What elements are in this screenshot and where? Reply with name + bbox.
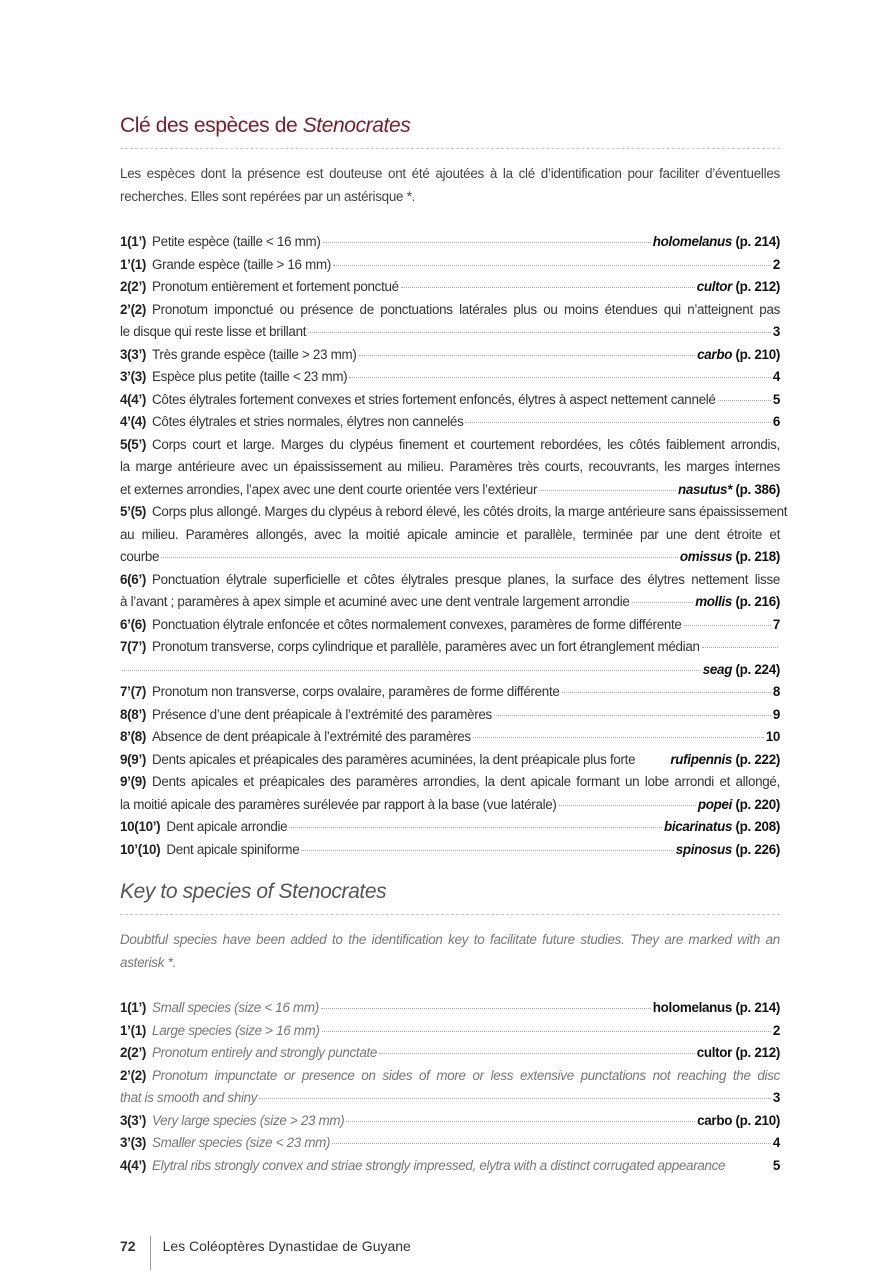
entry-line	[120, 1110, 780, 1133]
page-reference: 4	[772, 1135, 780, 1150]
entry-line	[120, 344, 780, 367]
couplet-number: 1’(1)	[120, 256, 147, 272]
key-entry	[120, 1110, 780, 1133]
intro-paragraph: Doubtful species have been added to the identification key to facilitate future studies. They are marked with an asterisk *.	[120, 932, 780, 970]
entry-line	[120, 1065, 780, 1088]
entry-result	[695, 591, 780, 614]
couplet-number: 6’(6)	[120, 616, 147, 632]
entry-description: Ponctuation élytrale superficielle et côtes élytrales presque planes, la surface des élytres nettement lisse	[152, 571, 780, 587]
entry-description: au milieu. Paramères allongés, avec la moitié apicale amincie et parallèle, terminée par une dent étroite et	[120, 526, 780, 542]
entry-result	[664, 816, 780, 839]
couplet-number: 8(8’)	[120, 706, 147, 722]
entry-description: Côtes élytrales fortement convexes et stries fortement enfoncés, élytres à aspect nettement cannelé	[152, 391, 716, 407]
key-entry	[120, 254, 780, 277]
entry-result	[697, 1042, 780, 1065]
dot-leader	[259, 1098, 771, 1099]
dot-leader	[562, 692, 771, 693]
page-reference: 6	[772, 414, 780, 429]
page-reference: 5	[772, 1157, 780, 1173]
entry-description: Dents apicales et préapicales des paramères arrondies, la dent apicale formant un lobe arrondi et allongé,	[152, 774, 780, 789]
couplet-number: 3’(3)	[120, 369, 147, 384]
species-name: popei	[697, 796, 733, 812]
couplet-number: 2’(2)	[120, 301, 147, 317]
entry-line	[120, 816, 780, 839]
entry-result	[773, 681, 780, 704]
entry-result	[773, 1132, 780, 1155]
key-entry	[120, 997, 780, 1020]
dot-leader	[359, 355, 696, 356]
entry-line	[120, 231, 780, 254]
entry-line	[120, 254, 780, 277]
entry-description: Very large species (size > 23 mm)	[152, 1112, 345, 1128]
page-reference: (p. 212)	[732, 1045, 780, 1060]
dot-leader	[346, 1121, 695, 1122]
page-number: 72	[120, 1238, 136, 1254]
entry-description: Grande espèce (taille > 16 mm)	[152, 256, 331, 272]
key-entry	[120, 434, 780, 502]
entry-line	[120, 771, 780, 794]
entry-description: et externes arrondies, l’apex avec une dent courte orientée vers l’extérieur	[120, 481, 538, 497]
entry-result	[773, 614, 780, 637]
couplet-number: 9(9’)	[120, 751, 147, 767]
entry-description: Petite espèce (taille < 16 mm)	[152, 234, 321, 249]
couplet-number: 10’(10)	[120, 841, 161, 857]
entry-result	[698, 794, 780, 817]
couplet-number: 3(3’)	[120, 1112, 147, 1128]
key-entry	[120, 636, 780, 681]
dot-leader	[718, 400, 771, 401]
key-entry	[120, 231, 780, 254]
dot-leader	[465, 422, 770, 423]
couplet-number: 2(2’)	[120, 279, 147, 294]
dot-leader	[308, 332, 771, 333]
dot-leader	[322, 1031, 771, 1032]
key-entry	[120, 681, 780, 704]
dot-leader	[333, 265, 771, 266]
entry-description: Dent apicale spiniforme	[166, 841, 300, 857]
intro-paragraph: Les espèces dont la présence est douteuse ont été ajoutées à la clé d’identification pour faciliter d’éventuelles recherches. Elles sont repérées par un astérisque *.	[120, 166, 780, 204]
entry-line	[120, 681, 780, 704]
page-reference: (p. 218)	[732, 549, 780, 564]
species-name: cultor	[696, 1045, 733, 1060]
page-reference: (p. 386)	[732, 481, 780, 497]
entry-result	[653, 997, 780, 1020]
species-name: nasutus*	[677, 481, 733, 497]
couplet-number: 1’(1)	[120, 1022, 147, 1038]
species-name: holomelanus	[652, 1000, 733, 1015]
couplet-number: 8’(8)	[120, 729, 147, 744]
page-reference: 7	[772, 616, 780, 632]
dot-leader	[559, 805, 696, 806]
entry-line	[120, 1042, 780, 1065]
entry-line	[120, 704, 780, 727]
entry-description: Pronotum entirely and strongly punctate	[152, 1045, 378, 1060]
genus-name: Stenocrates	[302, 114, 411, 137]
page-reference: 4	[772, 369, 780, 384]
entry-description: Espèce plus petite (taille < 23 mm)	[152, 369, 348, 384]
entry-line	[120, 1155, 780, 1178]
entry-description: Absence de dent préapicale à l’extrémité des paramères	[152, 729, 471, 744]
entry-line	[120, 749, 780, 772]
entry-line	[120, 546, 780, 569]
entry-description: Pronotum impunctate or presence on sides of more or less extensive punctations not reaching the disc	[152, 1067, 780, 1083]
entry-line	[120, 839, 780, 862]
entry-description: Corps plus allongé. Marges du clypéus à rebord élevé, les côtés droits, la marge antérieure sans épaississement	[152, 504, 788, 519]
entry-result	[678, 479, 780, 502]
english-key-section	[120, 878, 780, 1177]
entry-description: le disque qui reste lisse et brillant	[120, 324, 307, 339]
entry-result	[766, 726, 780, 749]
key-entry	[120, 344, 780, 367]
key-entry	[120, 366, 780, 389]
dot-leader	[161, 557, 678, 558]
page-reference: (p. 224)	[732, 661, 780, 677]
key-entry	[120, 749, 780, 772]
entry-description: Côtes élytrales et stries normales, élytres non cannelés	[152, 414, 464, 429]
species-name: spinosus	[675, 841, 733, 857]
entry-description: la moitié apicale des paramères surélevée par rapport à la base (vue latérale)	[120, 796, 557, 812]
entry-result	[773, 1020, 780, 1043]
page-reference: 3	[772, 1090, 780, 1105]
dot-leader	[473, 737, 764, 738]
key-entry	[120, 1132, 780, 1155]
entry-line	[120, 726, 780, 749]
entry-line	[120, 479, 780, 502]
entry-result	[676, 839, 780, 862]
couplet-number: 7(7’)	[120, 639, 147, 654]
couplet-number: 4(4’)	[120, 1157, 147, 1173]
entry-description: Elytral ribs strongly convex and striae strongly impressed, elytra with a distinct corrugated appearance	[152, 1157, 726, 1173]
entry-description: la marge antérieure avec un épaississement au milieu. Paramères très courts, recouvrants, les marges internes	[120, 459, 780, 474]
entry-result	[697, 344, 780, 367]
couplet-number: 5’(5)	[120, 504, 147, 519]
entry-result	[773, 254, 780, 277]
page-reference: 10	[765, 729, 780, 744]
entry-result	[773, 704, 780, 727]
entry-result	[773, 366, 780, 389]
entry-description: Très grande espèce (taille > 23 mm)	[152, 346, 357, 362]
entry-line	[120, 1087, 780, 1110]
entry-result	[773, 389, 780, 412]
entry-result	[703, 659, 780, 682]
page-reference: 5	[772, 391, 780, 407]
entry-line	[120, 434, 780, 457]
entry-line	[120, 614, 780, 637]
page-reference: (p. 212)	[732, 279, 780, 294]
key-entry	[120, 276, 780, 299]
page-reference: (p. 208)	[732, 819, 780, 834]
entry-line	[120, 997, 780, 1020]
entry-result	[773, 411, 780, 434]
couplet-number: 4(4’)	[120, 391, 147, 407]
dot-leader	[684, 625, 771, 626]
entry-description: Pronotum non transverse, corps ovalaire, paramères de forme différente	[152, 684, 560, 699]
entry-result	[773, 321, 780, 344]
entry-result	[773, 1155, 780, 1178]
species-name: seag	[702, 661, 733, 677]
dot-leader	[323, 242, 651, 243]
page-reference: 3	[772, 324, 780, 339]
key-entry	[120, 1155, 780, 1178]
entry-description: courbe	[120, 549, 160, 564]
couplet-number: 10(10’)	[120, 819, 161, 834]
entry-line	[120, 569, 780, 592]
dot-leader	[539, 490, 676, 491]
divider	[120, 148, 780, 149]
divider	[120, 914, 780, 915]
entry-line	[120, 456, 780, 479]
couplet-number: 2(2’)	[120, 1045, 147, 1060]
entry-description: Large species (size > 16 mm)	[152, 1022, 320, 1038]
key-entry	[120, 704, 780, 727]
entry-description: that is smooth and shiny	[120, 1090, 258, 1105]
entry-description: Pronotum imponctué ou présence de ponctuations latérales plus ou moins étendues qui n’atteignent pas	[152, 301, 780, 317]
entry-line	[120, 524, 780, 547]
entry-line	[120, 1020, 780, 1043]
page-reference: (p. 220)	[732, 796, 780, 812]
couplet-number: 4’(4)	[120, 414, 147, 429]
dot-leader	[301, 850, 673, 851]
entry-description: Dent apicale arrondie	[166, 819, 288, 834]
entry-line	[120, 591, 780, 614]
dot-leader	[401, 287, 695, 288]
entry-result	[670, 749, 780, 772]
french-key-section	[120, 112, 788, 861]
species-name: mollis	[695, 594, 733, 609]
page-reference: (p. 210)	[732, 346, 780, 362]
couplet-number: 5(5’)	[120, 436, 147, 452]
key-entry	[120, 299, 780, 344]
dot-leader	[321, 1008, 651, 1009]
dot-leader	[349, 377, 771, 378]
key-entry	[120, 411, 780, 434]
entry-result	[697, 1110, 780, 1133]
entry-description: Ponctuation élytrale enfoncée et côtes normalement convexes, paramères de forme différente	[152, 616, 682, 632]
species-name: bicarinatus	[663, 819, 733, 834]
key-entry	[120, 1065, 780, 1110]
section-title: Clé des espèces de Stenocrates	[120, 114, 411, 137]
entry-description: Small species (size < 16 mm)	[152, 1000, 319, 1015]
entry-description: Pronotum transverse, corps cylindrique et parallèle, paramères avec un fort étranglement médian	[152, 639, 700, 654]
key-entry	[120, 771, 780, 816]
entry-line	[120, 659, 780, 682]
section-title: Key to species of Stenocrates	[120, 880, 387, 903]
entry-line	[120, 501, 788, 524]
key-entry	[120, 1020, 780, 1043]
key-entry	[120, 569, 780, 614]
dot-leader	[494, 715, 771, 716]
dot-leader	[702, 647, 778, 648]
entry-description: Pronotum entièrement et fortement ponctué	[152, 279, 399, 294]
dot-leader	[379, 1053, 695, 1054]
couplet-number: 3(3’)	[120, 346, 147, 362]
entry-line	[120, 636, 780, 659]
entry-result	[680, 546, 780, 569]
entry-line	[120, 299, 780, 322]
page-reference: 9	[772, 706, 780, 722]
entry-description: Présence d’une dent préapicale à l’extrémité des paramères	[152, 706, 492, 722]
page-reference: (p. 214)	[732, 234, 780, 249]
page-reference: (p. 226)	[732, 841, 780, 857]
book-title: Les Coléoptères Dynastidae de Guyane	[162, 1238, 411, 1254]
entry-result	[697, 276, 780, 299]
page-reference: (p. 214)	[732, 1000, 780, 1015]
species-name: cultor	[696, 279, 733, 294]
entry-line	[120, 411, 780, 434]
key-entry	[120, 614, 780, 637]
entry-line	[120, 389, 780, 412]
dot-leader	[122, 670, 701, 671]
species-name: holomelanus	[652, 234, 733, 249]
couplet-number: 3’(3)	[120, 1135, 147, 1150]
page-reference: (p. 210)	[732, 1112, 780, 1128]
couplet-number: 7’(7)	[120, 684, 147, 699]
entry-result	[653, 231, 780, 254]
couplet-number: 2’(2)	[120, 1067, 147, 1083]
key-entries	[120, 997, 780, 1177]
species-name: omissus	[679, 549, 733, 564]
entry-line	[120, 1132, 780, 1155]
entry-line	[120, 276, 780, 299]
key-entry	[120, 501, 788, 569]
entry-description: Corps court et large. Marges du clypéus finement et courtement rebordées, les côtés faiblement arrondis,	[152, 436, 780, 452]
entry-result	[773, 1087, 780, 1110]
page-footer	[120, 1222, 411, 1270]
page-reference: (p. 222)	[732, 751, 780, 767]
key-entry	[120, 816, 780, 839]
dot-leader	[332, 1143, 771, 1144]
entry-description: à l’avant ; paramères à apex simple et acuminé avec une dent ventrale largement arrondie	[120, 594, 630, 609]
entry-description: Dents apicales et préapicales des paramères acuminées, la dent préapicale plus forte	[152, 751, 636, 767]
dot-leader	[632, 602, 694, 603]
couplet-number: 1(1’)	[120, 234, 147, 249]
couplet-number: 1(1’)	[120, 1000, 147, 1015]
footer-divider	[150, 1236, 151, 1270]
species-name: carbo	[697, 346, 733, 362]
couplet-number: 6(6’)	[120, 571, 147, 587]
key-entry	[120, 839, 780, 862]
entry-description: Smaller species (size < 23 mm)	[152, 1135, 331, 1150]
couplet-number: 9’(9)	[120, 774, 147, 789]
dot-leader	[289, 827, 662, 828]
key-entry	[120, 389, 780, 412]
key-entry	[120, 726, 780, 749]
page-reference: 2	[772, 1022, 780, 1038]
entry-line	[120, 366, 780, 389]
entry-line	[120, 794, 780, 817]
key-entry	[120, 1042, 780, 1065]
page-reference: 2	[772, 256, 780, 272]
page-reference: 8	[772, 684, 780, 699]
page-reference: (p. 216)	[732, 594, 780, 609]
key-entries	[120, 231, 788, 861]
entry-line	[120, 321, 780, 344]
species-name: rufipennis	[670, 751, 733, 767]
species-name: carbo	[697, 1112, 733, 1128]
